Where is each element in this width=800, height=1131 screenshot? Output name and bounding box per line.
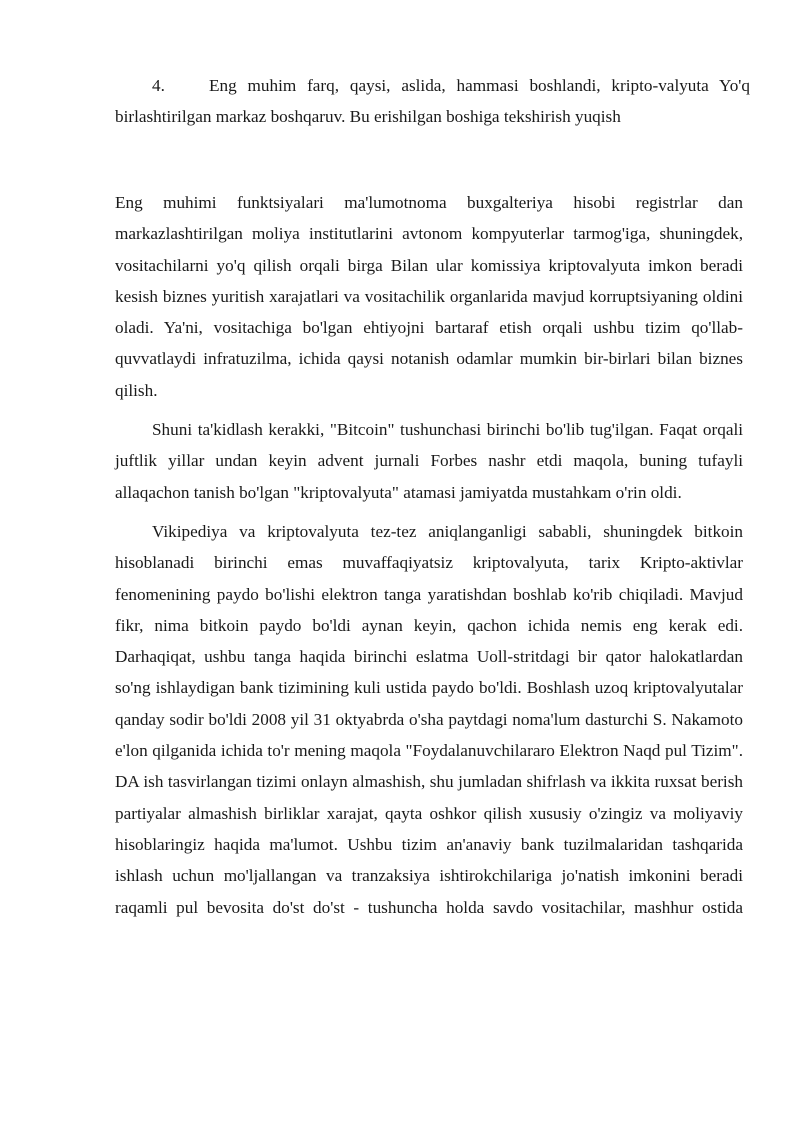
numbered-list-item	[115, 70, 750, 132]
body-text	[115, 187, 743, 931]
list-item-number: 4.	[152, 76, 165, 95]
paragraph-3: Vikipediya va kriptovalyuta tez-tez aniqlanganligi sababli, shuningdek bitkoin hisoblanadi birinchi emas muvaffaqiyatsiz kriptovalyuta, tarix Kripto-aktivlar fenomenining paydo bo'lishi elektron tanga yaratishdan boshlab ko'rib chiqiladi. Mavjud fikr, nima bitkoin paydo bo'ldi aynan keyin, qachon ichida nemis eng kerak edi. Darhaqiqat, ushbu tanga haqida birinchi eslatma Uoll-stritdagi bir qator halokatlardan so'ng ishlaydigan bank tizimining kuli ustida paydo bo'ldi. Boshlash uzoq kriptovalyutalar qanday sodir bo'ldi 2008 yil 31 oktyabrda o'sha paytdagi noma'lum dasturchi S. Nakamoto e'lon qilganida ichida to'r mening maqola "Foydalanuvchilararo Elektron Naqd pul Tizim". DA ish tasvirlangan tizimi onlayn almashish, shu jumladan shifrlash va ikkita ruxsat berish partiyalar almashish birliklar xarajat, qayta oshkor qilish xususiy o'zingiz va moliyaviy hisoblaringiz haqida ma'lumot. Ushbu tizim an'anaviy bank tuzilmalaridan tashqarida ishlash uchun mo'ljallangan va tranzaksiya ishtirokchilariga jo'natish imkonini beradi raqamli pul bevosita do'st do'st - tushuncha holda savdo vositachilar, mashhur ostida	[115, 521, 743, 917]
paragraph-1: Eng muhimi funktsiyalari ma'lumotnoma buxgalteriya hisobi registrlar dan markazlashtirilgan moliya institutlarini avtonom kompyuterlar tarmog'iga, shuningdek, vositachilarni yo'q qilish orqali birga Bilan ular komissiya kriptovalyuta imkon beradi kesish biznes yuritish xarajatlari va vositachilik organlarida mavjud korruptsiyaning oldini oladi. Ya'ni, vositachiga bo'lgan ehtiyojni bartaraf etish orqali ushbu tizim qo'llab-quvvatlaydi infratuzilma, ichida qaysi notanish odamlar mumkin bir-birlari bilan biznes qilish.	[115, 193, 743, 400]
list-item-text: Eng muhim farq, qaysi, aslida, hammasi boshlandi, kripto-valyuta Yo'q birlashtirilgan markaz boshqaruv. Bu erishilgan boshiga tekshirish yuqish	[115, 76, 750, 126]
paragraph-2: Shuni ta'kidlash kerakki, "Bitcoin" tushunchasi birinchi bo'lib tug'ilgan. Faqat orqali juftlik yillar undan keyin advent jurnali Forbes nashr etdi maqola, buning tufayli allaqachon tanish bo'lgan "kriptovalyuta" atamasi jamiyatda mustahkam o'rin oldi.	[115, 420, 743, 502]
